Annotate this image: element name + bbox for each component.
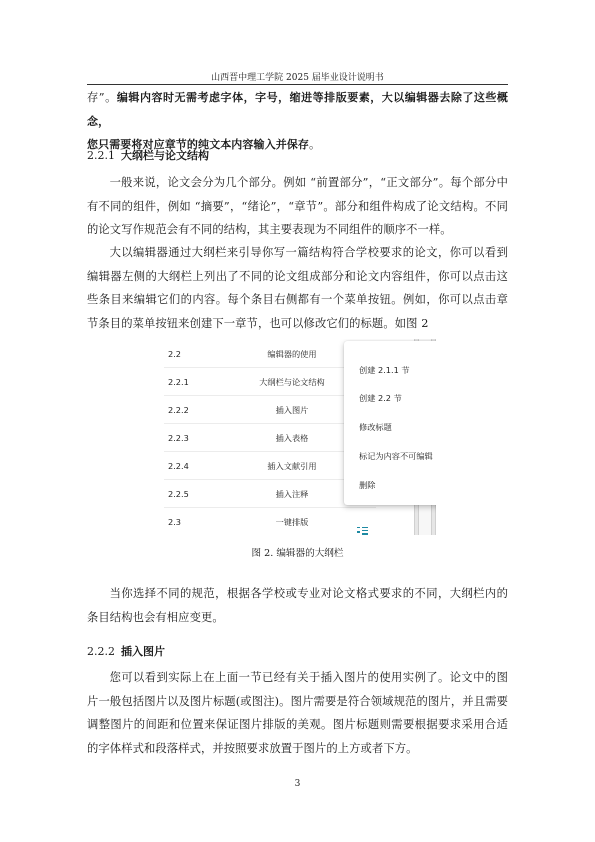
menu-item-lock-content[interactable]: 标记为内容不可编辑	[359, 451, 433, 461]
outline-row-title: 插入图片	[275, 405, 309, 415]
paragraph-spec: 当你选择不同的规范，根据各学校或专业对论文格式要求的不同，大纲栏内的条目结构也会有相应变更。	[87, 587, 508, 624]
outline-row-title: 一键排版	[275, 517, 309, 527]
list-icon[interactable]	[357, 525, 368, 535]
outline-row-title: 大纲栏与论文结构	[259, 377, 325, 387]
outline-row[interactable]	[164, 507, 376, 535]
outline-row-title: 插入注释	[275, 489, 309, 499]
intro-text: 存”。	[87, 91, 117, 104]
page-number: 3	[294, 779, 301, 789]
menu-item-create-section[interactable]: 创建 2.2 节	[359, 393, 402, 403]
section-number: 2.2.1	[87, 149, 115, 162]
outline-row-number: 2.2.4	[168, 461, 189, 471]
section-heading-2-2-2	[87, 643, 165, 659]
paragraph-insert-image: 您可以看到实际上在上面一节已经有关于插入图片的使用实例了。论文中的图片一般包括图片以及图片标题(或图注)。图片需要是符合领域规范的图片，并且需要调整图片的间距和位置来保证图片排版的美观。图片标题则需要根据要求采用合适的字体样式和段落样式，并按照要求放置于图片的上方或者下方。	[87, 671, 508, 755]
intro-bold-text-2: 您只需要将对应章节的纯文本内容输入并保存	[87, 138, 309, 151]
intro-end: 。	[309, 138, 321, 151]
section-number: 2.2.2	[87, 645, 115, 658]
outline-row-number: 2.2	[168, 349, 182, 359]
outline-row-title: 插入表格	[275, 433, 309, 443]
context-menu	[344, 341, 436, 505]
paragraph-structure: 一般来说，论文会分为几个部分。例如 “前置部分”，“正文部分”。每个部分中有不同的组件，例如 “摘要”，“绪论”，“章节”。部分和组件构成了论文结构。不同的论文写作规范会有不同的结构，其主要表现为不同组件的顺序不一样。	[87, 176, 508, 236]
menu-item-create-subsection[interactable]: 创建 2.1.1 节	[359, 365, 410, 375]
section-heading-2-2-1	[87, 147, 209, 163]
outline-row-number: 2.2.3	[168, 433, 189, 443]
section-title: 插入图片	[121, 645, 165, 658]
outline-row-number: 2.2.1	[168, 377, 189, 387]
menu-item-delete[interactable]: 删除	[359, 480, 376, 490]
intro-bold-text: 编辑内容时无需考虑字体，字号，缩进等排版要素，大以编辑器去除了这些概念，	[87, 91, 508, 128]
section-title: 大纲栏与论文结构	[121, 149, 209, 162]
intro-paragraph	[87, 86, 508, 157]
header-rule	[87, 84, 508, 85]
page-header: 山西晋中理工学院 2025 届毕业设计说明书	[211, 73, 384, 83]
figure-caption	[87, 545, 508, 559]
outline-row-number: 2.2.2	[168, 405, 189, 415]
figure-caption-text: 编辑器的大纲栏	[276, 548, 344, 559]
outline-figure	[164, 339, 436, 535]
outline-row-number: 2.3	[168, 517, 182, 527]
menu-item-rename[interactable]: 修改标题	[359, 422, 392, 432]
figure-caption-number: 图 2.	[251, 548, 274, 559]
paragraph-outline: 大以编辑器通过大纲栏来引导你写一篇结构符合学校要求的论文，你可以看到编辑器左侧的大纲栏上列出了不同的论文组成部分和论文内容组件，你可以点击这些条目来编辑它们的内容。每个条目右侧都有一个菜单按钮。例如，你可以点击章节条目的菜单按钮来创建下一章节，也可以修改它们的标题。如图 2	[87, 246, 508, 330]
outline-row-title: 插入文献引用	[267, 461, 317, 471]
outline-row-title: 编辑器的使用	[267, 349, 317, 359]
outline-row-number: 2.2.5	[168, 489, 189, 499]
